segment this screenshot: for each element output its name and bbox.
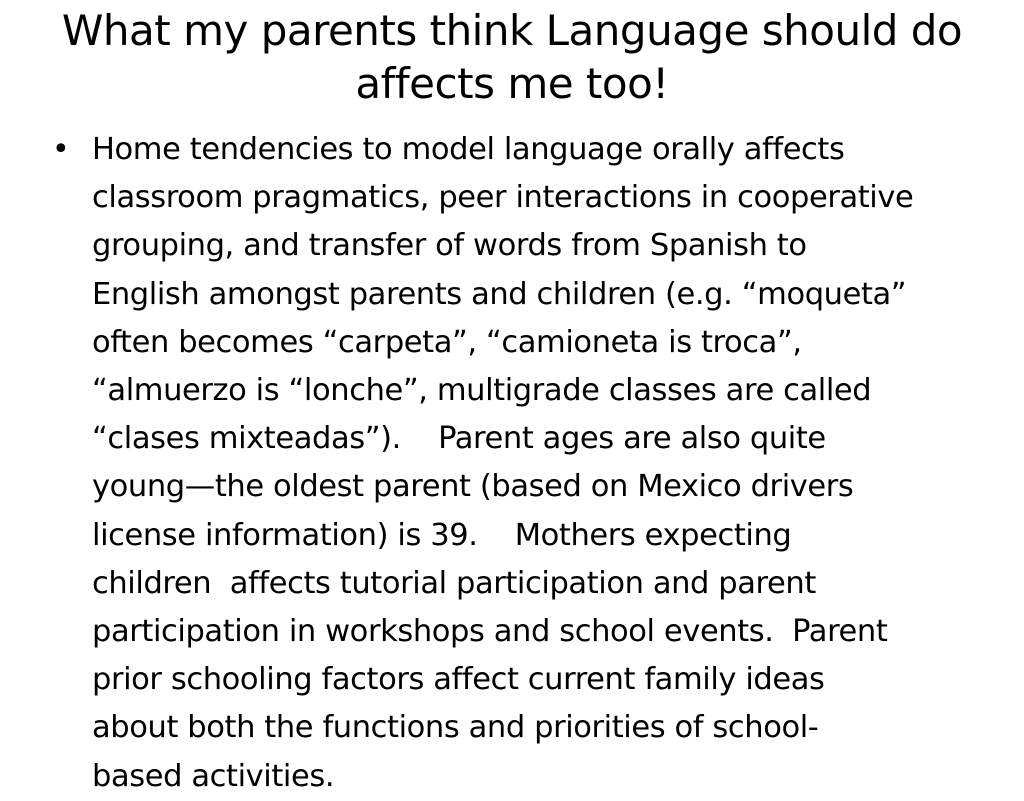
- bullet-icon: •: [52, 132, 70, 167]
- body-text-line: prior schooling factors affect current family ideas: [92, 662, 825, 698]
- body-text-line: “almuerzo is “lonche”, multigrade classes are called: [92, 373, 872, 409]
- body-text-line: participation in workshops and school events. Parent: [92, 614, 888, 650]
- slide-body-list: [52, 126, 982, 801]
- body-text-line: often becomes “carpeta”, “camioneta is troca”,: [92, 324, 802, 360]
- slide-title-line-1: What my parents think Language should do: [61, 6, 963, 55]
- body-text-line: license information) is 39. Mothers expecting: [92, 517, 792, 553]
- body-text-line: Home tendencies to model language orally affects: [92, 132, 845, 167]
- body-text-line: English amongst parents and children (e.g. “moqueta”: [92, 276, 907, 312]
- slide-title: [0, 4, 1024, 110]
- body-text-line: grouping, and transfer of words from Spanish to: [92, 228, 807, 264]
- body-text-line: children affects tutorial participation and parent: [92, 565, 816, 601]
- list-item: [52, 126, 982, 801]
- body-text-line: “clases mixteadas”). Parent ages are also quite: [92, 421, 826, 457]
- body-text-line: classroom pragmatics, peer interactions in cooperative: [92, 180, 914, 216]
- body-text-line: about both the functions and priorities of school-: [92, 710, 819, 746]
- slide-title-line-2: affects me too!: [355, 59, 669, 108]
- body-text-line: based activities.: [92, 758, 335, 794]
- body-text-line: young—the oldest parent (based on Mexico drivers: [92, 469, 854, 505]
